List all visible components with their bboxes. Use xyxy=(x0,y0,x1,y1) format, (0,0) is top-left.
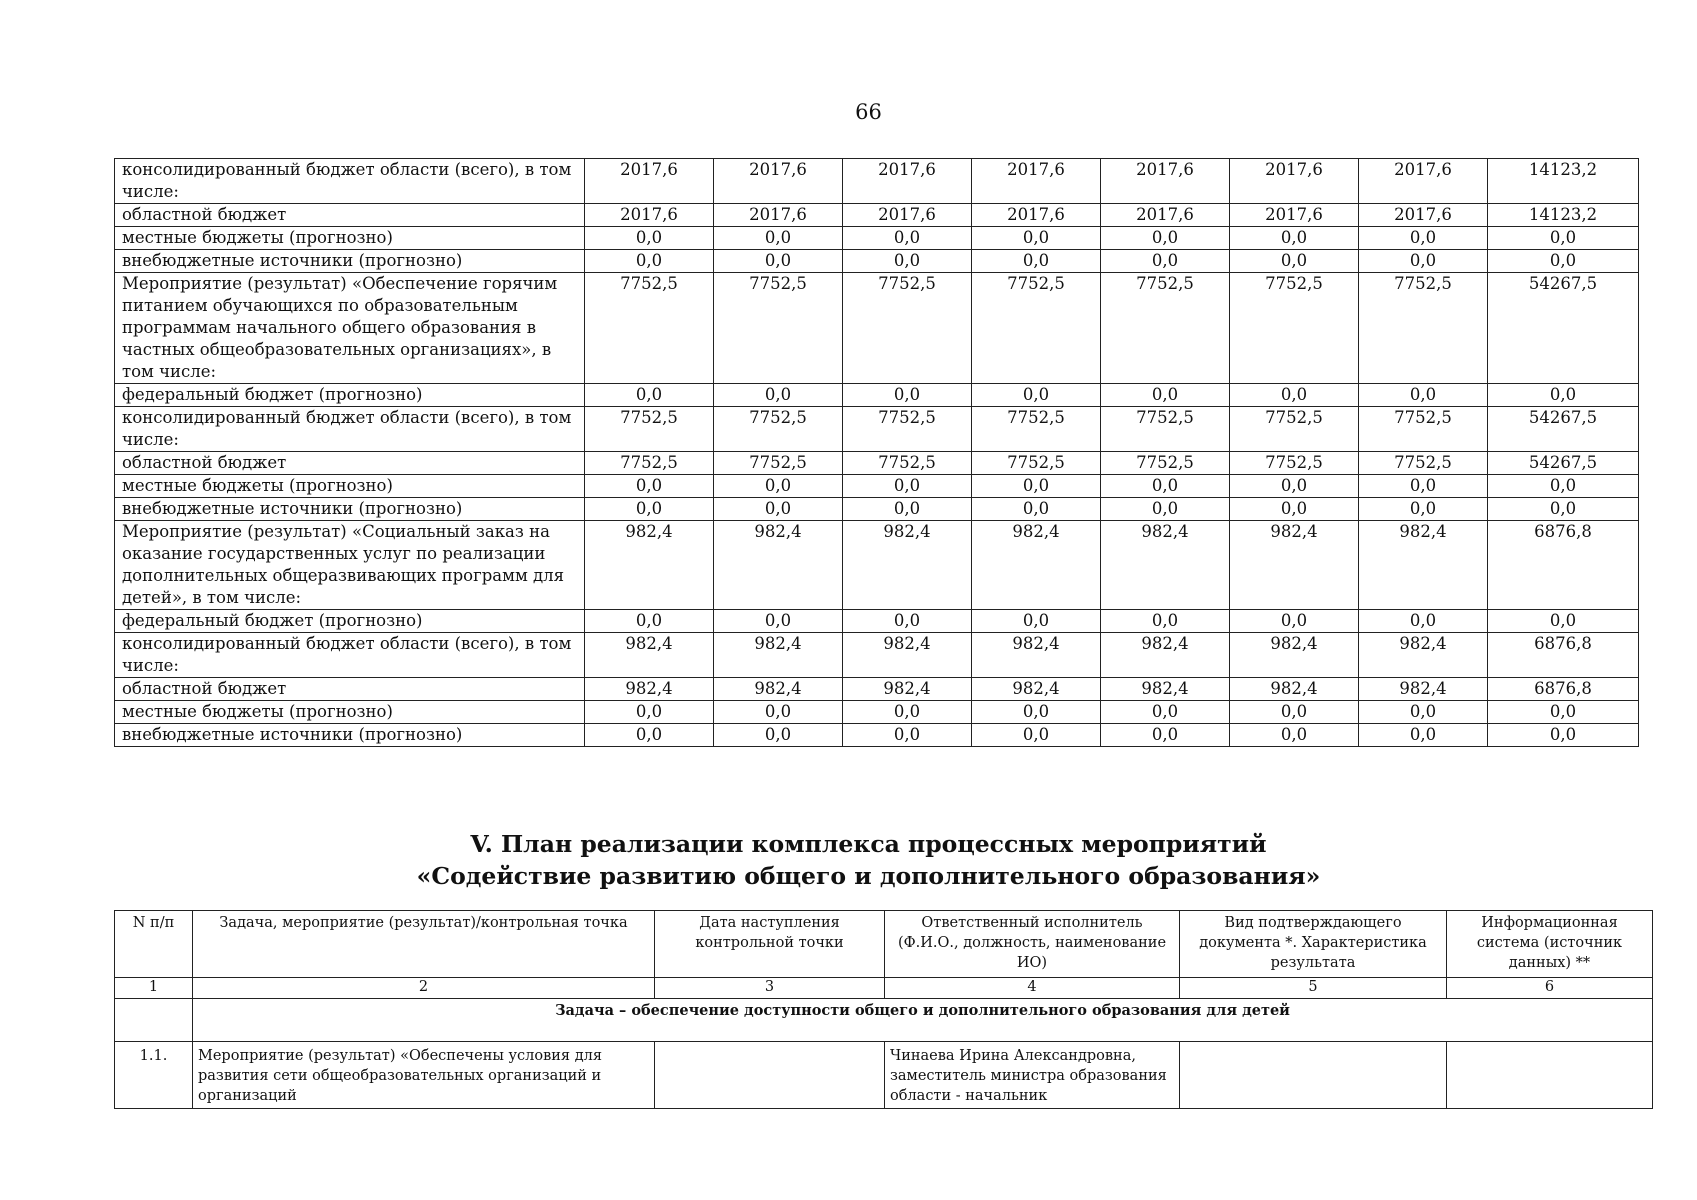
budget-row-value: 0,0 xyxy=(1230,227,1359,250)
budget-row-value: 982,4 xyxy=(1101,633,1230,678)
budget-row-total: 0,0 xyxy=(1488,384,1639,407)
budget-row-value: 2017,6 xyxy=(972,159,1101,204)
budget-row-value: 0,0 xyxy=(972,724,1101,747)
budget-row-value: 0,0 xyxy=(843,701,972,724)
budget-row-total: 54267,5 xyxy=(1488,452,1639,475)
budget-row-label: областной бюджет xyxy=(115,452,585,475)
budget-table xyxy=(114,158,1639,747)
budget-row-value: 7752,5 xyxy=(1359,407,1488,452)
budget-row-value: 982,4 xyxy=(843,678,972,701)
budget-row-total: 14123,2 xyxy=(1488,204,1639,227)
budget-row-value: 0,0 xyxy=(714,701,843,724)
budget-row-value: 0,0 xyxy=(1101,610,1230,633)
budget-row-value: 2017,6 xyxy=(843,159,972,204)
column-number: 5 xyxy=(1180,978,1447,999)
budget-row-label: местные бюджеты (прогнозно) xyxy=(115,475,585,498)
budget-row-value: 0,0 xyxy=(714,475,843,498)
item-description: Мероприятие (результат) «Обеспечены условия для развития сети общеобразовательных организаций и организаций xyxy=(193,1042,655,1109)
budget-row-value: 0,0 xyxy=(1359,250,1488,273)
budget-row-value: 7752,5 xyxy=(1101,407,1230,452)
budget-row xyxy=(115,227,1639,250)
budget-row-value: 0,0 xyxy=(1101,701,1230,724)
budget-row-label: федеральный бюджет (прогнозно) xyxy=(115,384,585,407)
budget-row-value: 0,0 xyxy=(972,610,1101,633)
budget-row-value: 2017,6 xyxy=(585,204,714,227)
budget-row-value: 7752,5 xyxy=(1230,273,1359,384)
budget-row-value: 2017,6 xyxy=(843,204,972,227)
budget-row-label: внебюджетные источники (прогнозно) xyxy=(115,724,585,747)
budget-row-label: местные бюджеты (прогнозно) xyxy=(115,227,585,250)
budget-row-value: 982,4 xyxy=(972,633,1101,678)
budget-row-value: 0,0 xyxy=(843,227,972,250)
budget-row-value: 0,0 xyxy=(972,498,1101,521)
budget-row-value: 2017,6 xyxy=(1230,204,1359,227)
plan-table xyxy=(114,910,1653,1109)
budget-row-value: 982,4 xyxy=(843,633,972,678)
budget-row-value: 0,0 xyxy=(714,610,843,633)
budget-row-value: 0,0 xyxy=(714,384,843,407)
budget-row-value: 0,0 xyxy=(1230,498,1359,521)
budget-row-value: 982,4 xyxy=(585,633,714,678)
column-number: 4 xyxy=(885,978,1180,999)
budget-row-value: 982,4 xyxy=(1359,633,1488,678)
budget-row-value: 7752,5 xyxy=(843,273,972,384)
budget-row-label: областной бюджет xyxy=(115,678,585,701)
budget-row-value: 982,4 xyxy=(1230,678,1359,701)
budget-row-value: 7752,5 xyxy=(585,407,714,452)
budget-row-value: 0,0 xyxy=(585,250,714,273)
item-date xyxy=(655,1042,885,1109)
header-task: Задача, мероприятие (результат)/контрольная точка xyxy=(193,911,655,978)
budget-row-value: 0,0 xyxy=(585,384,714,407)
budget-row-total: 14123,2 xyxy=(1488,159,1639,204)
budget-row-value: 7752,5 xyxy=(1230,407,1359,452)
budget-row xyxy=(115,701,1639,724)
budget-row-value: 0,0 xyxy=(843,250,972,273)
budget-row-value: 982,4 xyxy=(1359,678,1488,701)
budget-row-total: 0,0 xyxy=(1488,227,1639,250)
budget-row-label: консолидированный бюджет области (всего), в том числе: xyxy=(115,407,585,452)
budget-row-value: 982,4 xyxy=(714,633,843,678)
budget-row-value: 982,4 xyxy=(714,678,843,701)
budget-row-value: 2017,6 xyxy=(585,159,714,204)
budget-row-value: 0,0 xyxy=(585,475,714,498)
item-info-system xyxy=(1447,1042,1653,1109)
budget-row-value: 0,0 xyxy=(714,250,843,273)
budget-row-label: федеральный бюджет (прогнозно) xyxy=(115,610,585,633)
budget-row-total: 0,0 xyxy=(1488,475,1639,498)
budget-row xyxy=(115,250,1639,273)
budget-row-value: 7752,5 xyxy=(1359,273,1488,384)
budget-row-value: 2017,6 xyxy=(1359,159,1488,204)
budget-row-value: 982,4 xyxy=(1101,678,1230,701)
budget-row-value: 2017,6 xyxy=(1101,204,1230,227)
budget-row-value: 7752,5 xyxy=(972,407,1101,452)
budget-row-value: 0,0 xyxy=(1101,227,1230,250)
budget-row-value: 7752,5 xyxy=(1359,452,1488,475)
budget-row xyxy=(115,521,1639,610)
budget-row-value: 0,0 xyxy=(843,724,972,747)
budget-row-value: 0,0 xyxy=(843,498,972,521)
budget-row-value: 0,0 xyxy=(1230,724,1359,747)
budget-row-value: 7752,5 xyxy=(714,452,843,475)
budget-row-value: 7752,5 xyxy=(1230,452,1359,475)
budget-row-value: 0,0 xyxy=(585,227,714,250)
budget-row-value: 982,4 xyxy=(972,521,1101,610)
header-info-system: Информационная система (источник данных) ** xyxy=(1447,911,1653,978)
budget-row-value: 0,0 xyxy=(1359,498,1488,521)
budget-row xyxy=(115,384,1639,407)
budget-row-value: 7752,5 xyxy=(843,407,972,452)
plan-table-task-row xyxy=(115,999,1653,1042)
budget-row-value: 0,0 xyxy=(1230,475,1359,498)
budget-row-value: 7752,5 xyxy=(843,452,972,475)
budget-row-total: 0,0 xyxy=(1488,701,1639,724)
task-label: Задача – обеспечение доступности общего и дополнительного образования для детей xyxy=(193,999,1653,1042)
budget-row-total: 54267,5 xyxy=(1488,273,1639,384)
budget-row xyxy=(115,204,1639,227)
plan-table-item-row xyxy=(115,1042,1653,1109)
budget-row-value: 0,0 xyxy=(714,724,843,747)
column-number: 3 xyxy=(655,978,885,999)
header-document: Вид подтверждающего документа *. Характеристика результата xyxy=(1180,911,1447,978)
budget-row-value: 982,4 xyxy=(1359,521,1488,610)
budget-row-value: 2017,6 xyxy=(1101,159,1230,204)
budget-row-value: 0,0 xyxy=(1359,701,1488,724)
budget-row-value: 0,0 xyxy=(1101,724,1230,747)
budget-row xyxy=(115,159,1639,204)
item-executor: Чинаева Ирина Александровна, заместитель министра образования области - начальник xyxy=(885,1042,1180,1109)
budget-row-total: 0,0 xyxy=(1488,610,1639,633)
budget-row-total: 0,0 xyxy=(1488,250,1639,273)
budget-row-value: 0,0 xyxy=(1359,724,1488,747)
budget-row-value: 0,0 xyxy=(714,498,843,521)
budget-row-total: 6876,8 xyxy=(1488,521,1639,610)
budget-row-value: 0,0 xyxy=(585,610,714,633)
budget-row-value: 982,4 xyxy=(972,678,1101,701)
budget-row-value: 7752,5 xyxy=(585,452,714,475)
budget-row-total: 54267,5 xyxy=(1488,407,1639,452)
budget-row xyxy=(115,407,1639,452)
budget-row-value: 982,4 xyxy=(714,521,843,610)
budget-row-value: 982,4 xyxy=(1101,521,1230,610)
budget-row-label: Мероприятие (результат) «Обеспечение горячим питанием обучающихся по образовательным программам начального общего образования в частных общеобразовательных организациях», в том числе: xyxy=(115,273,585,384)
section-title-line-1: V. План реализации комплекса процессных мероприятий xyxy=(470,830,1267,858)
budget-row-value: 2017,6 xyxy=(1230,159,1359,204)
budget-row-value: 0,0 xyxy=(714,227,843,250)
budget-row-total: 6876,8 xyxy=(1488,678,1639,701)
task-number-cell xyxy=(115,999,193,1042)
budget-row-value: 0,0 xyxy=(843,475,972,498)
budget-row-value: 0,0 xyxy=(585,498,714,521)
page-number: 66 xyxy=(855,100,882,124)
budget-row-value: 2017,6 xyxy=(714,159,843,204)
budget-row-value: 0,0 xyxy=(1230,384,1359,407)
budget-row-label: местные бюджеты (прогнозно) xyxy=(115,701,585,724)
budget-row-value: 0,0 xyxy=(1230,701,1359,724)
budget-row-value: 0,0 xyxy=(1101,498,1230,521)
budget-row-value: 0,0 xyxy=(1359,610,1488,633)
budget-row-value: 7752,5 xyxy=(714,407,843,452)
header-executor: Ответственный исполнитель (Ф.И.О., должность, наименование ИО) xyxy=(885,911,1180,978)
budget-row-value: 0,0 xyxy=(1101,384,1230,407)
budget-row-value: 0,0 xyxy=(972,384,1101,407)
budget-row-value: 2017,6 xyxy=(714,204,843,227)
column-number: 2 xyxy=(193,978,655,999)
budget-row-value: 0,0 xyxy=(585,724,714,747)
section-title xyxy=(0,828,1697,892)
budget-row-label: консолидированный бюджет области (всего), в том числе: xyxy=(115,159,585,204)
budget-row-label: внебюджетные источники (прогнозно) xyxy=(115,250,585,273)
budget-row-value: 7752,5 xyxy=(972,452,1101,475)
budget-row-total: 0,0 xyxy=(1488,498,1639,521)
budget-row-total: 0,0 xyxy=(1488,724,1639,747)
budget-row-value: 0,0 xyxy=(1230,610,1359,633)
budget-row-value: 0,0 xyxy=(972,227,1101,250)
budget-row-value: 0,0 xyxy=(843,384,972,407)
budget-row-value: 0,0 xyxy=(1230,250,1359,273)
budget-row-value: 7752,5 xyxy=(1101,452,1230,475)
plan-table-header-row xyxy=(115,911,1653,978)
budget-row xyxy=(115,475,1639,498)
budget-row xyxy=(115,498,1639,521)
budget-row-value: 0,0 xyxy=(972,475,1101,498)
budget-row-value: 2017,6 xyxy=(1359,204,1488,227)
budget-row-label: областной бюджет xyxy=(115,204,585,227)
budget-row-label: консолидированный бюджет области (всего), в том числе: xyxy=(115,633,585,678)
header-number: N п/п xyxy=(115,911,193,978)
budget-row-value: 982,4 xyxy=(585,678,714,701)
budget-row-value: 7752,5 xyxy=(972,273,1101,384)
budget-row-value: 0,0 xyxy=(585,701,714,724)
budget-row xyxy=(115,452,1639,475)
column-number: 1 xyxy=(115,978,193,999)
header-date: Дата наступления контрольной точки xyxy=(655,911,885,978)
budget-row-label: Мероприятие (результат) «Социальный заказ на оказание государственных услуг по реализации дополнительных общеразвивающих программ для детей», в том числе: xyxy=(115,521,585,610)
budget-row-value: 982,4 xyxy=(1230,633,1359,678)
plan-table-column-numbers-row xyxy=(115,978,1653,999)
item-number: 1.1. xyxy=(115,1042,193,1109)
budget-row-value: 2017,6 xyxy=(972,204,1101,227)
budget-row-label: внебюджетные источники (прогнозно) xyxy=(115,498,585,521)
budget-row-value: 0,0 xyxy=(972,701,1101,724)
budget-row-value: 0,0 xyxy=(972,250,1101,273)
column-number: 6 xyxy=(1447,978,1653,999)
budget-row-value: 982,4 xyxy=(1230,521,1359,610)
budget-row-value: 7752,5 xyxy=(585,273,714,384)
budget-table-body xyxy=(115,159,1639,747)
budget-row-value: 0,0 xyxy=(1359,384,1488,407)
section-title-line-2: «Содействие развитию общего и дополнительного образования» xyxy=(416,862,1321,890)
budget-row-value: 0,0 xyxy=(1101,475,1230,498)
budget-row xyxy=(115,273,1639,384)
budget-row-value: 0,0 xyxy=(1359,227,1488,250)
budget-row-value: 0,0 xyxy=(1359,475,1488,498)
budget-row-value: 0,0 xyxy=(843,610,972,633)
budget-row xyxy=(115,678,1639,701)
budget-row xyxy=(115,724,1639,747)
budget-row xyxy=(115,610,1639,633)
budget-row-value: 982,4 xyxy=(843,521,972,610)
budget-row-total: 6876,8 xyxy=(1488,633,1639,678)
budget-row-value: 982,4 xyxy=(585,521,714,610)
budget-row-value: 7752,5 xyxy=(1101,273,1230,384)
item-document xyxy=(1180,1042,1447,1109)
budget-row xyxy=(115,633,1639,678)
budget-row-value: 7752,5 xyxy=(714,273,843,384)
budget-row-value: 0,0 xyxy=(1101,250,1230,273)
